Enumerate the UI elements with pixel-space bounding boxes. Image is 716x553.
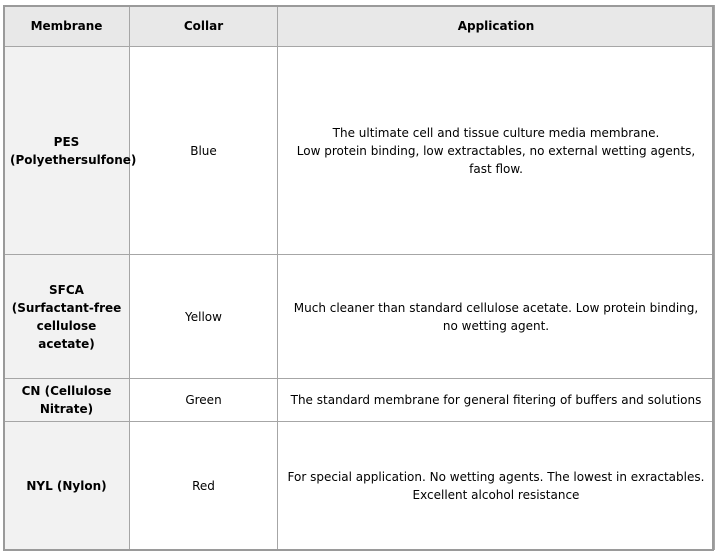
membrane-name: Nitrate)	[39, 402, 94, 416]
membrane-name: (Surfactant-free	[11, 300, 122, 315]
membrane-table	[3, 5, 715, 550]
membrane-cell	[4, 255, 130, 379]
membrane-name: PES	[53, 134, 80, 149]
application-text: fast flow.	[469, 161, 523, 176]
table-row	[4, 422, 715, 550]
collar-cell: Blue	[130, 47, 278, 255]
membrane-name: cellulose acetate)	[36, 318, 97, 351]
header-application: Application	[278, 6, 715, 47]
membrane-cell	[4, 379, 130, 422]
application-cell	[278, 422, 715, 550]
application-text: no wetting agent.	[442, 318, 550, 333]
membrane-name: CN (Cellulose	[21, 384, 112, 398]
application-text: The standard membrane for general fitering of buffers and solutions	[290, 393, 702, 407]
collar-cell: Red	[130, 422, 278, 550]
application-cell	[278, 379, 715, 422]
header-collar: Collar	[130, 6, 278, 47]
table-row	[4, 255, 715, 379]
application-text: Low protein binding, low extractables, no external wetting agents,	[296, 143, 696, 158]
header-membrane: Membrane	[4, 6, 130, 47]
application-text: The ultimate cell and tissue culture media membrane.	[332, 125, 660, 140]
application-text: For special application. No wetting agents. The lowest in exractables.	[287, 469, 705, 484]
collar-cell: Yellow	[130, 255, 278, 379]
membrane-cell	[4, 47, 137, 255]
membrane-name: (Polyethersulfone)	[10, 152, 137, 167]
application-cell	[278, 47, 715, 255]
table-row	[4, 379, 715, 422]
header-row	[4, 6, 715, 47]
collar-cell: Green	[130, 379, 278, 422]
table-row	[4, 47, 715, 255]
membrane-cell	[4, 422, 130, 550]
membrane-name: NYL (Nylon)	[26, 478, 107, 493]
application-cell	[278, 255, 715, 379]
application-text: Much cleaner than standard cellulose acetate. Low protein binding,	[293, 300, 699, 315]
membrane-name: SFCA	[49, 282, 84, 297]
application-text: Excellent alcohol resistance	[412, 487, 580, 502]
